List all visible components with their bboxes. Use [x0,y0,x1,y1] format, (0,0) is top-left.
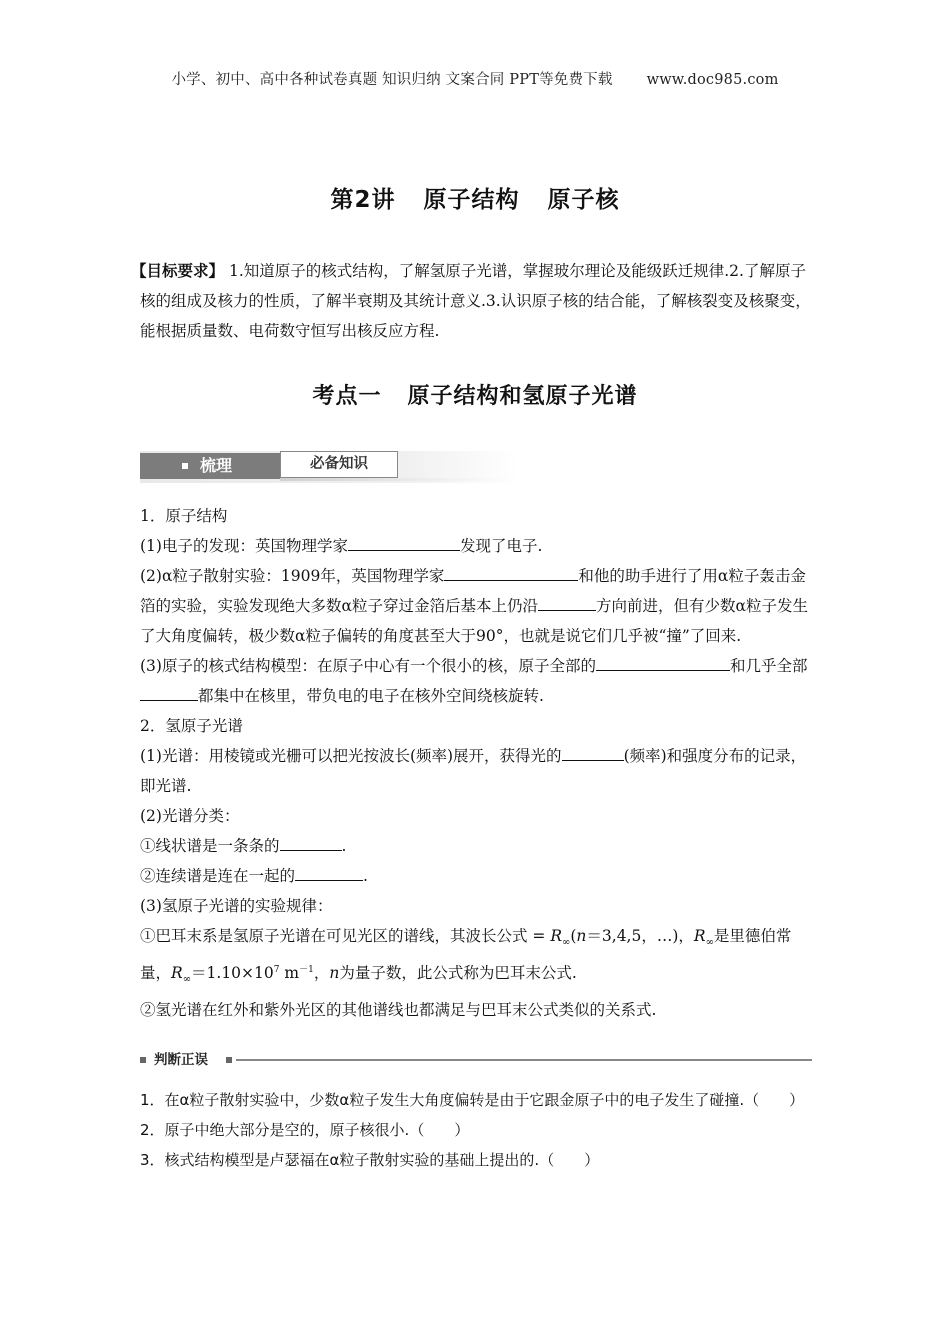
divider-line [236,1059,812,1061]
text: (1)光谱：用棱镜或光栅可以把光按波长(频率)展开，获得光的 [140,747,562,765]
text: ( [570,927,577,945]
heading-atomic-structure: 1．原子结构 [140,507,228,525]
text: (2)α粒子散射实验：1909年，英国物理学家 [140,567,445,585]
header-url[interactable]: www.doc985.com [646,72,779,88]
para-alpha-scattering [140,561,812,651]
symbol-r: R [693,927,706,945]
fill-blank[interactable] [596,652,730,671]
text: (1)电子的发现：英国物理学家 [140,537,348,555]
text: ＝3,4,5，…)， [586,927,694,945]
symbol-r: R [550,927,563,945]
page-header [0,68,950,89]
square-bullet-icon [226,1057,232,1063]
title-number: 第2讲 [330,187,396,213]
para-hydrogen-rules: (3)氢原子光谱的实验规律： [140,897,333,915]
square-bullet-icon [140,1057,146,1063]
superscript-exp: 7 [273,965,280,976]
text: ②连续谱是连在一起的 [140,867,296,885]
judge-list [140,1085,812,1175]
judge-label: 判断正误 [154,1052,208,1068]
text: 和他的助手进行了用α粒子轰击金箔的实验，实验发现绝大多数α粒子穿过金箔后基本上仍沿 [140,567,806,615]
knowledge-banner [140,451,518,483]
text: ①线状谱是一条条的 [140,837,280,855]
para-nuclear-model [140,651,812,711]
judge-item: 3．核式结构模型是卢瑟福在α粒子散射实验的基础上提出的.（ ） [140,1151,600,1169]
content-body [140,501,812,1025]
fill-blank[interactable] [348,532,460,551]
text: ， [313,964,330,983]
text: 方向前进，但有少数α粒子发生了大角度偏转，极少数α粒子偏转的角度甚至大于90°，也就是说它们几乎被“撞”了回来. [140,597,808,645]
fill-blank[interactable] [562,742,624,761]
fill-blank[interactable] [140,682,198,701]
text: 是里德伯常量， [140,927,792,983]
lecture-title [0,181,950,214]
fill-blank[interactable] [444,562,578,581]
text: 都集中在核里，带负电的电子在核外空间绕核旋转. [198,687,544,705]
symbol-n: n [576,927,587,945]
judge-item: 1．在α粒子散射实验中，少数α粒子发生大角度偏转是由于它跟金原子中的电子发生了碰撞.（ ） [140,1091,805,1109]
banner-light-label: 必备知识 [280,451,398,478]
square-bullet-icon [182,463,188,469]
para-other-lines: ②氢光谱在红外和紫外光区的其他谱线也都满足与巴耳末公式类似的关系式. [140,1001,657,1020]
banner-dark-text: 梳理 [200,456,233,475]
section-title: 原子结构和氢原子光谱 [407,384,638,409]
goal-tag: 【目标要求】 [131,262,225,280]
text: 发现了电子. [459,537,543,555]
text: . [363,867,368,885]
subscript-inf: ∞ [182,974,192,986]
banner-dark-label [140,453,280,479]
fill-blank[interactable] [538,592,596,611]
fill-blank[interactable] [295,862,363,881]
text: 和几乎全部 [729,657,808,675]
text: ①巴耳末系是氢原子光谱在可见光区的谱线，其波长公式 = [140,927,551,945]
text: 为量子数，此公式称为巴耳末公式. [339,964,577,983]
judge-divider [140,1050,812,1070]
para-electron-discovery [140,531,812,561]
subscript-inf: ∞ [705,937,714,949]
fill-blank[interactable] [280,832,342,851]
symbol-r: R [171,964,183,983]
title-topic-2: 原子核 [547,187,620,213]
judge-item: 2．原子中绝大部分是空的，原子核很小.（ ） [140,1121,470,1139]
title-topic-1: 原子结构 [423,187,520,213]
heading-hydrogen-spectrum: 2．氢原子光谱 [140,717,243,735]
banner-underline [280,478,518,481]
text: m [279,964,300,983]
superscript-exp: －1 [299,965,314,976]
subscript-inf: ∞ [562,937,571,949]
para-spectrum-types: (2)光谱分类： [140,807,240,825]
text: ＝1.10×10 [191,964,274,983]
header-text: 小学、初中、高中各种试卷真题 知识归纳 文案合同 PPT等免费下载 [171,72,613,88]
para-continuous-spectrum [140,861,812,891]
text: . [341,837,347,855]
text: (3)原子的核式结构模型：在原子中心有一个很小的核，原子全部的 [140,657,596,675]
text: (频率)和强度分布的记录，即光谱. [140,747,807,795]
section-number: 考点一 [312,384,382,409]
learning-goals [131,256,812,346]
symbol-n: n [329,964,340,983]
section-heading [0,379,950,410]
para-spectrum [140,741,812,801]
para-line-spectrum [140,831,812,861]
goal-text: 1.知道原子的核式结构，了解氢原子光谱，掌握玻尔理论及能级跃迁规律.2.了解原子核的组成及核力的性质，了解半衰期及其统计意义.3.认识原子核的结合能，了解核裂变及核聚变，能根据质量数、电荷数守恒写出核反应方程. [140,262,811,340]
para-balmer [140,921,812,995]
